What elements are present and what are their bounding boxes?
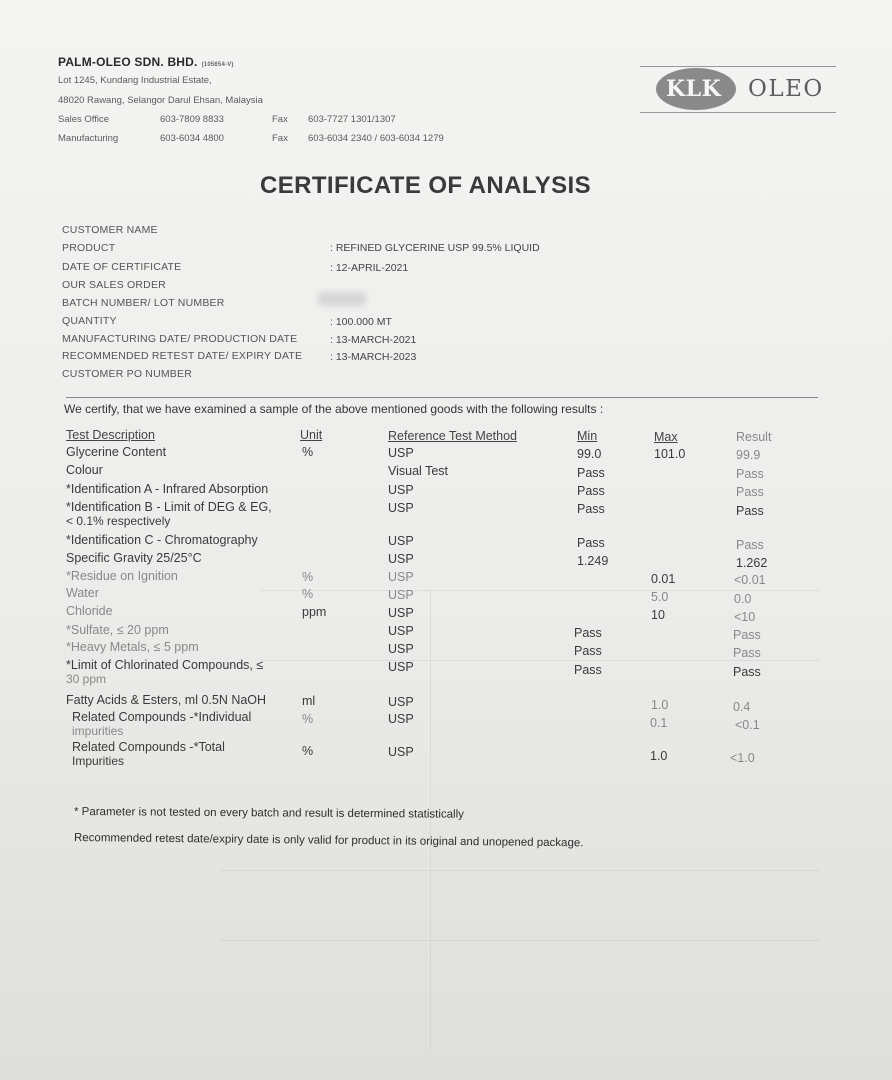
header-result: Result: [736, 430, 772, 444]
row-min: Pass: [574, 626, 602, 640]
row-result: <1.0: [730, 751, 755, 765]
row-result: Pass: [733, 646, 761, 660]
field-label-product: PRODUCT: [62, 242, 116, 254]
field-value-manufacturing-date: : 13-MARCH-2021: [330, 334, 417, 346]
row-result: Pass: [736, 485, 764, 499]
footnote-statistical: * Parameter is not tested on every batch and result is determined statistically: [73, 806, 464, 821]
field-value-quantity: : 100.000 MT: [330, 316, 392, 328]
row-description: Chloride: [66, 604, 113, 618]
row-max: 1.0: [651, 698, 669, 712]
show-through-line: [260, 590, 820, 591]
klk-oleo-logo: [640, 60, 840, 116]
show-through-line: [220, 940, 820, 941]
row-unit: %: [302, 744, 314, 758]
row-method: USP: [388, 660, 414, 674]
row-max: 1.0: [650, 749, 668, 763]
row-result: <10: [734, 610, 756, 624]
row-description-continued: impurities: [72, 724, 124, 738]
row-method: USP: [388, 501, 414, 515]
row-description-continued: < 0.1% respectively: [66, 514, 171, 528]
header-max: Max: [654, 430, 678, 444]
row-unit: %: [302, 445, 314, 459]
row-description: *Identification B - Limit of DEG & EG,: [66, 500, 272, 514]
certify-statement: We certify, that we have examined a sample of the above mentioned goods with the following results :: [64, 402, 604, 416]
company-reg-no: (105654-V): [201, 62, 234, 68]
header-test-description: Test Description: [66, 428, 155, 442]
row-max: 10: [651, 608, 665, 622]
row-result: 0.0: [734, 592, 752, 606]
row-method: USP: [388, 712, 414, 726]
sales-office-label: Sales Office: [58, 114, 110, 125]
row-max: 5.0: [651, 590, 669, 604]
company-address-2: 48020 Rawang, Selangor Darul Ehsan, Malaysia: [58, 95, 263, 106]
row-description: Glycerine Content: [66, 445, 167, 459]
manufacturing-phone: 603-6034 4800: [160, 133, 224, 144]
row-result: Pass: [736, 467, 764, 481]
manufacturing-fax-number: 603-6034 2340 / 603-6034 1279: [308, 133, 444, 144]
field-label-quantity: QUANTITY: [62, 315, 117, 327]
row-unit: %: [302, 570, 314, 584]
row-method: Visual Test: [388, 464, 448, 478]
row-min: Pass: [577, 502, 605, 516]
logo-klk-text: KLK: [666, 76, 722, 102]
row-min: Pass: [574, 663, 602, 677]
row-method: USP: [388, 606, 414, 620]
document-title: CERTIFICATE OF ANALYSIS: [260, 172, 591, 199]
sales-fax-number: 603-7727 1301/1307: [308, 114, 396, 125]
row-method: USP: [388, 534, 414, 548]
row-method: USP: [388, 695, 414, 709]
company-name-text: PALM-OLEO SDN. BHD.: [58, 55, 198, 69]
row-method: USP: [388, 446, 414, 460]
row-description: *Sulfate, ≤ 20 ppm: [66, 623, 169, 637]
row-description: *Heavy Metals, ≤ 5 ppm: [66, 640, 199, 654]
row-description: *Identification A - Infrared Absorption: [66, 482, 269, 496]
row-description: Specific Gravity 25/25°C: [66, 551, 202, 565]
row-max: 101.0: [654, 447, 686, 461]
logo-rule-bottom: [640, 112, 836, 113]
row-max: 0.1: [650, 716, 668, 730]
row-min: Pass: [577, 484, 605, 498]
field-label-batch-number: BATCH NUMBER/ LOT NUMBER: [62, 297, 225, 309]
sales-fax-label: Fax: [272, 114, 288, 125]
field-value-retest-date: : 13-MARCH-2023: [330, 351, 417, 363]
field-label-customer-po: CUSTOMER PO NUMBER: [62, 368, 192, 380]
logo-oleo-text: OLEO: [748, 76, 824, 102]
footnote-retest-validity: Recommended retest date/expiry date is only valid for product in its original and unopened package.: [73, 832, 584, 850]
row-min: 99.0: [577, 447, 602, 461]
field-label-customer-name: CUSTOMER NAME: [62, 224, 158, 236]
row-result: Pass: [736, 504, 764, 518]
header-reference-test-method: Reference Test Method: [388, 429, 518, 443]
field-label-manufacturing-date: MANUFACTURING DATE/ PRODUCTION DATE: [62, 333, 298, 345]
row-description: Related Compounds -*Total: [72, 740, 225, 754]
company-address-1: Lot 1245, Kundang Industrial Estate,: [58, 75, 212, 86]
row-unit: ml: [302, 694, 316, 708]
row-min: Pass: [577, 536, 605, 550]
row-method: USP: [388, 483, 414, 497]
manufacturing-label: Manufacturing: [58, 133, 119, 144]
show-through-line: [260, 660, 820, 661]
section-divider: [66, 397, 818, 398]
field-value-product: : REFINED GLYCERINE USP 99.5% LIQUID: [330, 242, 540, 254]
company-name: [58, 55, 234, 69]
header-unit: Unit: [300, 428, 323, 442]
row-unit: %: [302, 712, 314, 726]
row-description-continued: Impurities: [72, 754, 125, 768]
header-min: Min: [577, 429, 598, 443]
row-min: 1.249: [577, 554, 609, 568]
row-method: USP: [388, 570, 414, 584]
row-result: <0.01: [734, 573, 766, 587]
row-description-continued: 30 ppm: [66, 672, 107, 686]
row-result: 99.9: [736, 448, 761, 462]
field-label-retest-date: RECOMMENDED RETEST DATE/ EXPIRY DATE: [62, 350, 303, 362]
row-method: USP: [388, 642, 414, 656]
logo-rule-top: [640, 66, 836, 67]
row-result: 1.262: [736, 556, 768, 570]
row-result: <0.1: [735, 718, 760, 732]
row-min: Pass: [577, 466, 605, 480]
row-result: Pass: [733, 628, 761, 642]
sales-office-phone: 603-7809 8833: [160, 114, 224, 125]
show-through-line: [220, 870, 820, 871]
row-description: Fatty Acids & Esters, ml 0.5N NaOH: [66, 693, 267, 707]
row-description: *Identification C - Chromatography: [66, 533, 258, 547]
row-method: USP: [388, 624, 414, 638]
row-unit: %: [302, 587, 314, 601]
field-label-date-of-certificate: DATE OF CERTIFICATE: [62, 261, 182, 273]
redacted-batch-number: [318, 292, 366, 306]
row-result: Pass: [736, 538, 764, 552]
row-result: 0.4: [733, 700, 751, 714]
row-description: Water: [66, 586, 99, 600]
row-method: USP: [388, 745, 414, 759]
row-unit: ppm: [302, 605, 327, 619]
row-method: USP: [388, 552, 414, 566]
row-max: 0.01: [651, 572, 676, 586]
manufacturing-fax-label: Fax: [272, 133, 288, 144]
field-label-sales-order: OUR SALES ORDER: [62, 279, 166, 291]
row-description: Colour: [66, 463, 103, 477]
row-description: *Limit of Chlorinated Compounds, ≤: [66, 658, 264, 672]
row-description: Related Compounds -*Individual: [72, 710, 252, 724]
row-result: Pass: [733, 665, 761, 679]
row-method: USP: [388, 588, 414, 602]
row-min: Pass: [574, 644, 602, 658]
field-value-date-of-certificate: : 12-APRIL-2021: [330, 262, 409, 274]
row-description: *Residue on Ignition: [66, 569, 178, 583]
